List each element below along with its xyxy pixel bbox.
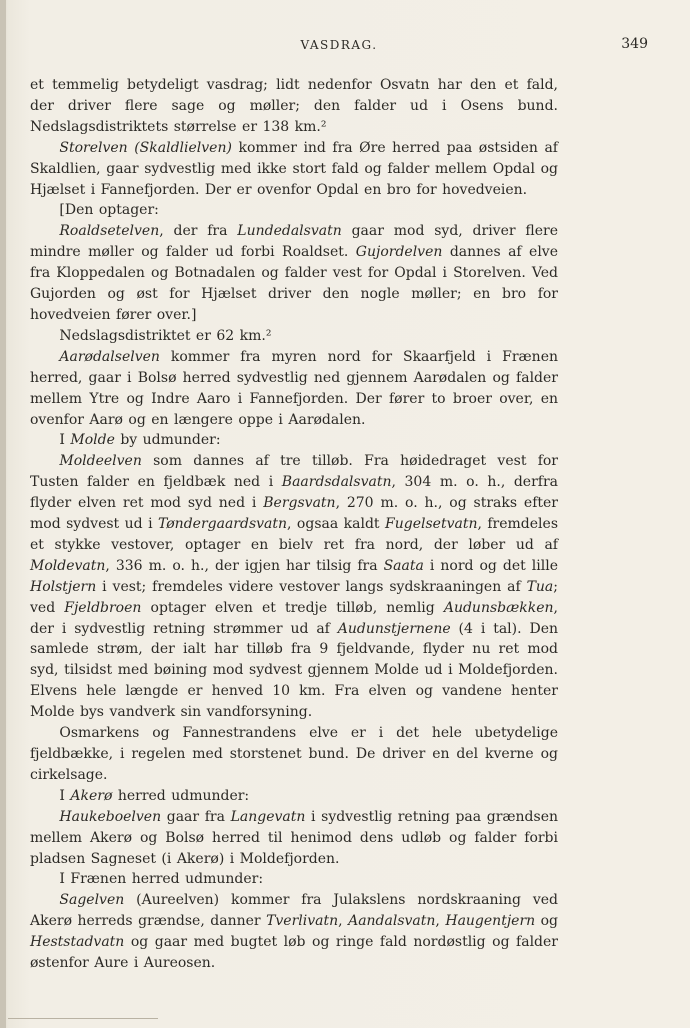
- page-header: [30, 36, 648, 56]
- paragraph: Sagelven (Aureelven) kommer fra Julakslens nordskraaning ved Akerø herreds grændse, danner Tverlivatn, Aandalsvatn, Haugentjern og Heststadvatn og gaar med bugtet løb og ringe fald nordøstlig og falder østenfor Aure i Aureosen.: [30, 892, 559, 972]
- paragraph: Haukeboelven gaar fra Langevatn i sydvestlig retning paa grændsen mellem Akerø og Bolsø herred til henimod dens udløb og falder forbi pladsen Sagneset (i Akerø) i Moldefjorden.: [30, 808, 559, 867]
- paragraph: et temmelig betydeligt vasdrag; lidt nedenfor Osvatn har den et fald, der driver flere sage og møller; den falder ud i Osens bund. Nedslagsdistriktets størrelse er 138 km.²: [30, 77, 558, 135]
- paragraph: I Akerø herred udmunder:: [59, 787, 250, 804]
- paragraph: Moldeelven som dannes af tre tilløb. Fra høidedraget vest for Tusten falder en fjeldbæk ned i Baardsdalsvatn, 304 m. o. h., derfra flyder elven ret mod syd ned i Bergsvatn, 270 m. o. h., og straks efter mod sydvest ud i Tøndergaardsvatn, ogsaa kaldt Fugelsetvatn, fremdeles et stykke vestover, optager en bielv ret fra nord, der løber ud af Moldevatn, 336 m. o. h., der igjen har tilsig fra Saata i nord og det lille Holstjern i vest; fremdeles videre vestover langs sydskraaningen af Tua; ved Fjeldbroen optager elven et tredje tilløb, nemlig Audunsbækken, der i sydvestlig retning strømmer ud af Audunstjernene (4 i tal). Den samlede strøm, der ialt har tilløb fra 9 fjeldvande, flyder nu ret mod syd, tilsidst med bøining mod sydvest gjennem Molde ud i Moldefjorden. Elvens hele længde er henved 10 km. Fra elven og vandene henter Molde bys vandverk sin vandforsyning.: [30, 453, 559, 721]
- paragraph: Nedslagsdistriktet er 62 km.²: [59, 327, 272, 344]
- body-text: [30, 75, 558, 974]
- paragraph: Roaldsetelven, der fra Lundedalsvatn gaar mod syd, driver flere mindre møller og falder ud forbi Roaldset. Gujordelven dannes af elve fra Kloppedalen og Botnadalen og falder vest for Opdal i Storelven. Ved Gujorden og øst for Hjælset driver den nogle møller; en bro for hovedveien fører over.]: [30, 223, 559, 323]
- page-number: 349: [621, 36, 648, 52]
- paragraph: [Den optager:: [59, 202, 159, 219]
- page-edge-rule: [8, 1018, 158, 1019]
- running-head: VASDRAG.: [300, 38, 378, 52]
- paragraph: I Molde by udmunder:: [59, 432, 221, 449]
- book-spine-shadow: [0, 0, 6, 1028]
- paragraph: Aarødalselven kommer fra myren nord for Skaarfjeld i Frænen herred, gaar i Bolsø herred sydvestlig ned gjennem Aarødalen og falder mellem Ytre og Indre Aaro i Fannefjorden. Der fører to broer over, en ovenfor Aarø og en længere oppe i Aarødalen.: [30, 348, 558, 428]
- paragraph: I Frænen herred udmunder:: [59, 871, 264, 888]
- paragraph: Osmarkens og Fannestrandens elve er i det hele ubetydelige fjeldbække, i regelen med storstenet bund. De driver en del kverne og cirkelsage.: [30, 725, 558, 783]
- paragraph: Storelven (Skaldlielven) kommer ind fra Øre herred paa østsiden af Skaldlien, gaar sydvestlig med ikke stort fald og falder mellem Opdal og Hjælset i Fannefjorden. Der er ovenfor Opdal en bro for hovedveien.: [30, 139, 558, 198]
